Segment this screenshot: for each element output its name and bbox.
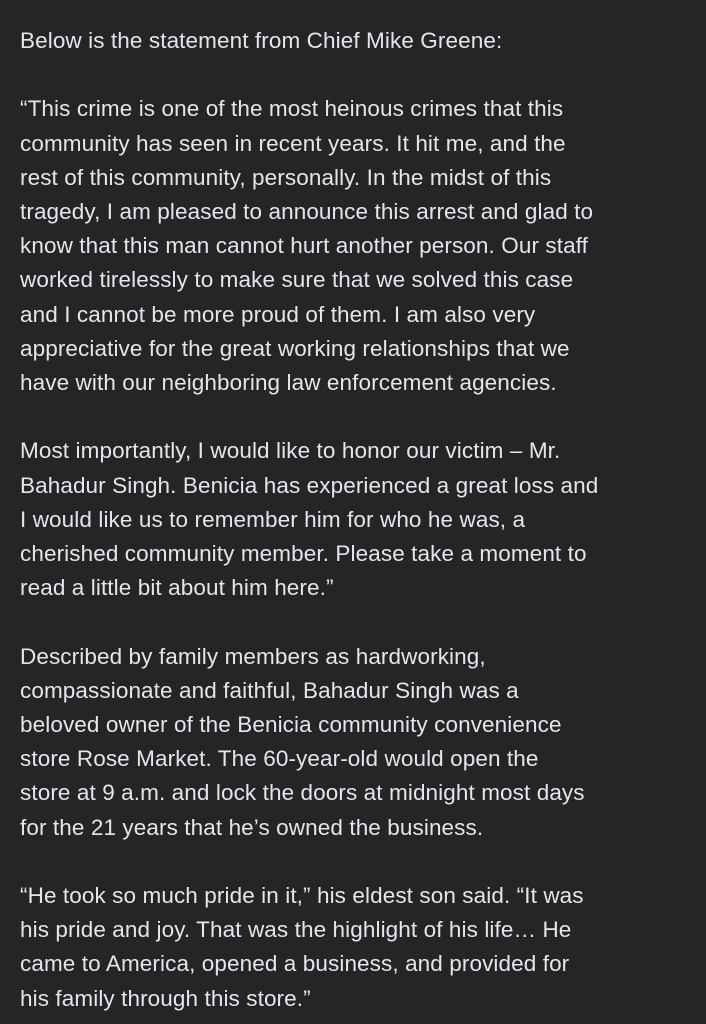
text-line: community has seen in recent years. It hit me, and the <box>20 130 566 156</box>
text-line: have with our neighboring law enforcement agencies. <box>20 370 557 396</box>
text-line: his family through this store.” <box>20 985 311 1011</box>
paragraph-spacer <box>20 400 692 434</box>
text-line: his pride and joy. That was the highlight of his life… He <box>20 917 572 943</box>
text-line: store at 9 a.m. and lock the doors at midnight most days <box>20 780 585 806</box>
text-line: rest of this community, personally. In the midst of this <box>20 164 552 190</box>
text-line: Bahadur Singh. Benicia has experienced a great loss and <box>20 472 599 498</box>
post-text-body <box>20 24 692 1016</box>
paragraph-intro <box>20 24 692 58</box>
text-line: “He took so much pride in it,” his eldest son said. “It was <box>20 883 584 909</box>
text-line: appreciative for the great working relationships that we <box>20 335 570 361</box>
text-line: worked tirelessly to make sure that we solved this case <box>20 267 574 293</box>
paragraph-description <box>20 640 692 845</box>
paragraph-victim-honor <box>20 434 692 605</box>
text-line: cherished community member. Please take a moment to <box>20 541 587 567</box>
text-line: and I cannot be more proud of them. I am also very <box>20 301 536 327</box>
text-line: Below is the statement from Chief Mike Greene: <box>20 28 503 53</box>
paragraph-statement-quote <box>20 92 692 400</box>
text-line: read a little bit about him here.” <box>20 575 334 601</box>
paragraph-spacer <box>20 845 692 879</box>
text-line: tragedy, I am pleased to announce this arrest and glad to <box>20 199 594 224</box>
text-line: know that this man cannot hurt another person. Our staff <box>20 233 589 259</box>
paragraph-son-quote <box>20 879 692 1016</box>
text-line: store Rose Market. The 60-year-old would open the <box>20 746 539 772</box>
text-line: “This crime is one of the most heinous crimes that this <box>20 96 564 122</box>
text-line: compassionate and faithful, Bahadur Singh was a <box>20 677 519 703</box>
text-line: I would like us to remember him for who he was, a <box>20 506 526 532</box>
text-line: came to America, opened a business, and provided for <box>20 951 570 977</box>
paragraph-spacer <box>20 58 692 92</box>
text-line: for the 21 years that he’s owned the business. <box>20 814 484 840</box>
text-line: Most importantly, I would like to honor our victim – Mr. <box>20 438 561 464</box>
paragraph-spacer <box>20 605 692 639</box>
text-line: beloved owner of the Benicia community convenience <box>20 712 562 738</box>
text-line: Described by family members as hardworking, <box>20 643 486 669</box>
